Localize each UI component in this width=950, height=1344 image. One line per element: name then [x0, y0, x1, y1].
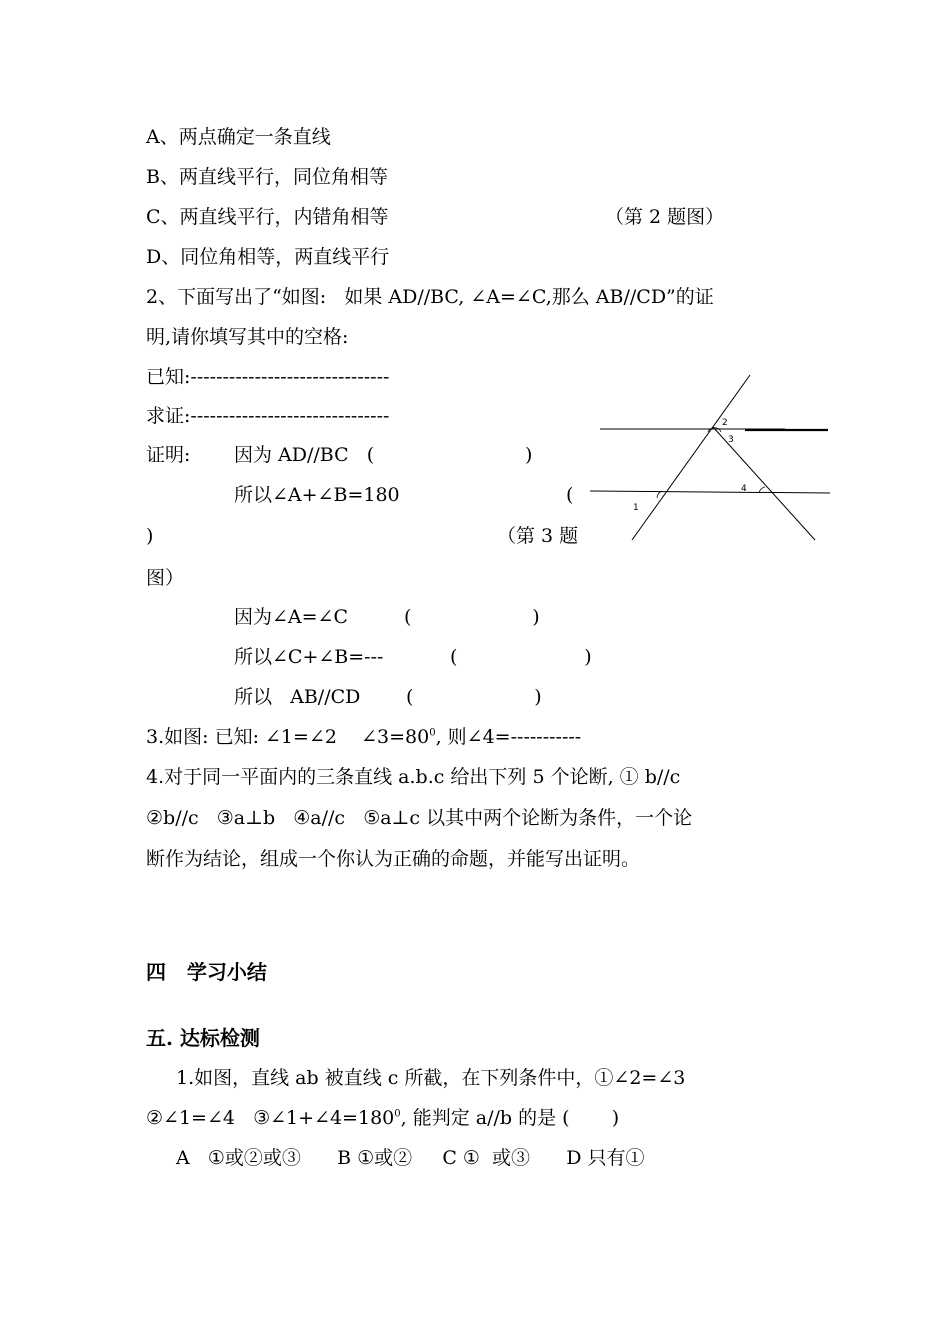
label-1: 1 — [633, 503, 639, 513]
test1-line2b: , 能判定 a//b 的是 ( ) — [400, 1107, 620, 1129]
option-c: C、两直线平行，内错角相等 — [146, 206, 389, 228]
option-a: A、两点确定一条直线 — [146, 126, 331, 148]
q2-step1: 因为 AD//BC ( — [234, 444, 375, 466]
label-2: 2 — [722, 418, 728, 428]
label-3: 3 — [728, 435, 734, 445]
figure-3-diagram — [585, 370, 835, 550]
q2-step3: 因为∠A=∠C — [234, 606, 349, 628]
fig2-caption: （第 2 题图） — [605, 206, 725, 228]
transversal-left — [632, 375, 750, 540]
q4-line2: ②b//c ③a⊥b ④a//c ⑤a⊥c 以其中两个论断为条件，一个论 — [146, 807, 693, 829]
label-4: 4 — [741, 484, 747, 494]
section-4-heading: 四 学习小结 — [146, 960, 267, 984]
q4-line3: 断作为结论，组成一个你认为正确的命题，并能写出证明。 — [146, 848, 641, 870]
test1-line1: 1.如图，直线 ab 被直线 c 所截，在下列条件中，①∠2=∠3 — [176, 1067, 686, 1089]
q2-step4: 所以∠C+∠B=--- — [234, 646, 384, 668]
q2-line2: 明,请你填写其中的空格: — [146, 326, 349, 348]
fig3-caption-a: （第 3 题 — [497, 525, 579, 547]
test1-line2a: ②∠1=∠4 ③∠1+∠4=180 — [146, 1107, 395, 1129]
lower-line — [590, 491, 830, 493]
q3-text: 3.如图: 已知: ∠1=∠2 ∠3=80 — [146, 726, 430, 748]
q2-step5-paren: ( ) — [406, 686, 542, 708]
q2-proof-label: 证明: — [146, 444, 191, 466]
fig3-caption-b: 图） — [146, 567, 185, 589]
q2-step2-open: ( — [566, 484, 574, 506]
q3-line — [146, 725, 581, 749]
q2-step1-close: ) — [525, 444, 533, 466]
q3-sup: 0 — [429, 727, 436, 739]
q4-line1: 4.对于同一平面内的三条直线 a.b.c 给出下列 5 个论断, ① b//c — [146, 766, 681, 788]
test1-sup: 0 — [394, 1108, 401, 1120]
q3-rest: , 则∠4=----------- — [435, 726, 582, 748]
option-b: B、两直线平行，同位角相等 — [146, 166, 388, 188]
q2-step3-paren: ( ) — [404, 606, 540, 628]
q2-line1: 2、下面写出了“如图: 如果 AD//BC, ∠A=∠C,那么 AB//CD”的证 — [146, 286, 714, 308]
q2-step4-paren: ( ) — [450, 646, 592, 668]
test1-line2 — [146, 1106, 619, 1130]
q2-given: 已知:------------------------------- — [146, 366, 390, 388]
q2-step2-close: ) — [146, 525, 154, 547]
test1-choices: A ①或②或③ B ①或② C ① 或③ D 只有① — [176, 1147, 645, 1169]
q2-step2: 所以∠A+∠B=180 — [234, 484, 400, 506]
option-d: D、同位角相等，两直线平行 — [146, 246, 390, 268]
q2-step5: 所以 AB//CD — [234, 686, 361, 708]
q2-prove: 求证:------------------------------- — [146, 405, 390, 427]
section-5-heading: 五. 达标检测 — [146, 1026, 260, 1050]
